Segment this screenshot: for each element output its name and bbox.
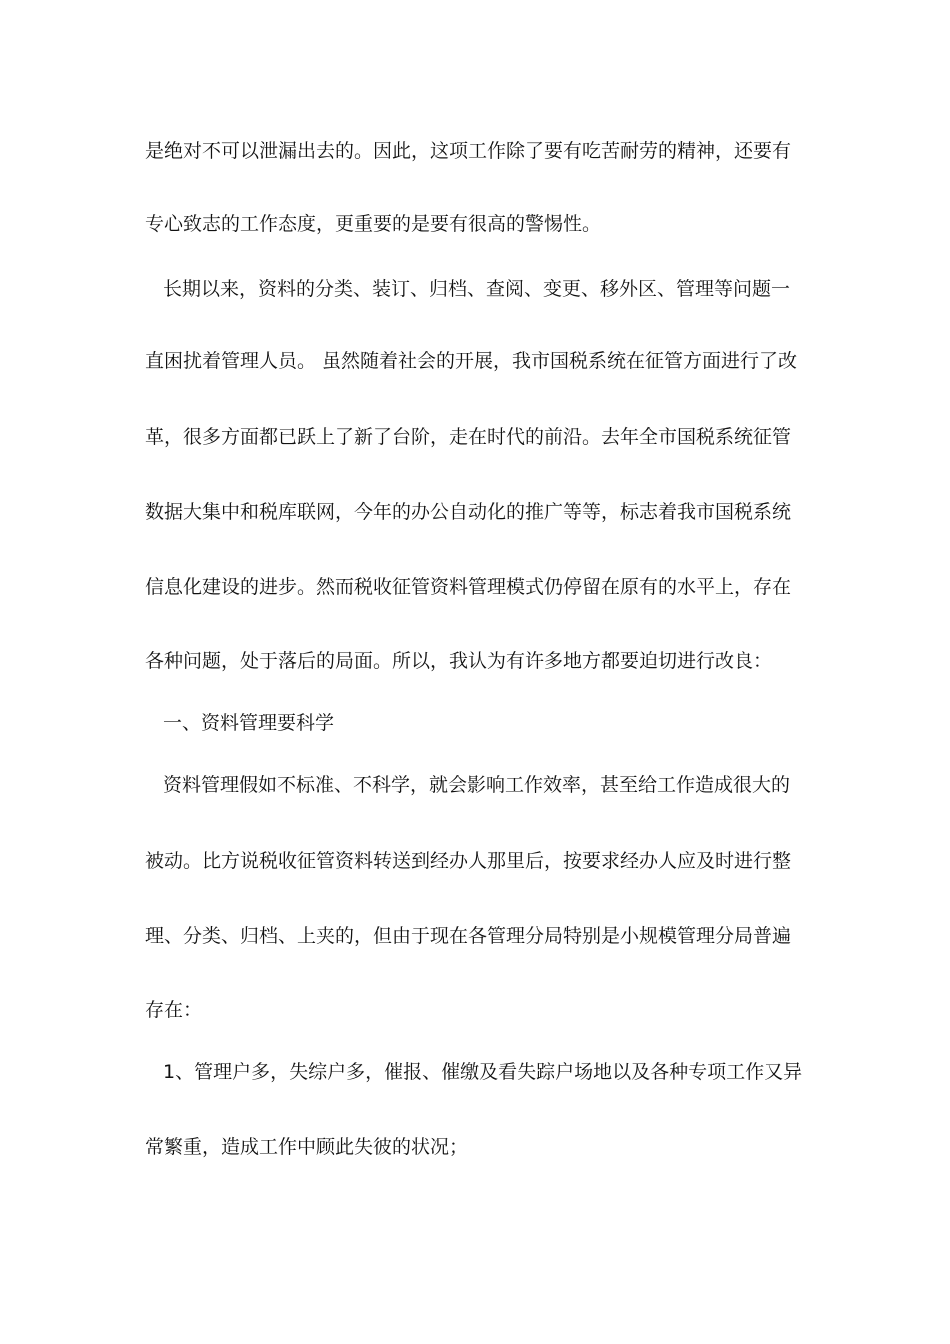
- section-heading: 一、资料管理要科学: [163, 712, 335, 734]
- paragraph-line: 长期以来，资料的分类、装订、归档、查阅、变更、移外区、管理等问题一: [163, 278, 791, 300]
- paragraph-line: 各种问题，处于落后的局面。所以，我认为有许多地方都要迫切进行改良：: [145, 650, 773, 672]
- paragraph-line: 革，很多方面都已跃上了新了台阶，走在时代的前沿。去年全市国税系统征管: [145, 426, 792, 448]
- paragraph-line: 信息化建设的进步。然而税收征管资料管理模式仍停留在原有的水平上，存在: [145, 576, 792, 598]
- paragraph-line: 是绝对不可以泄漏出去的。因此，这项工作除了要有吃苦耐劳的精神，还要有: [145, 140, 792, 162]
- paragraph-line: 资料管理假如不标准、不科学，就会影响工作效率，甚至给工作造成很大的: [163, 774, 791, 796]
- paragraph-line: 被动。比方说税收征管资料转送到经办人那里后，按要求经办人应及时进行整: [145, 850, 792, 872]
- paragraph-line: 存在：: [145, 999, 203, 1021]
- paragraph-line: 专心致志的工作态度，更重要的是要有很高的警惕性。: [145, 213, 602, 235]
- paragraph-line: 理、分类、归档、上夹的，但由于现在各管理分局特别是小规模管理分局普遍: [145, 925, 792, 947]
- list-item: 1、管理户多，失综户多，催报、催缴及看失踪户场地以及各种专项工作又异: [163, 1061, 803, 1083]
- paragraph-line: 数据大集中和税库联网，今年的办公自动化的推广等等，标志着我市国税系统: [145, 501, 792, 523]
- paragraph-line: 常繁重，造成工作中顾此失彼的状况；: [145, 1136, 469, 1158]
- paragraph-line: 直困扰着管理人员。 虽然随着社会的开展，我市国税系统在征管方面进行了改: [145, 350, 798, 372]
